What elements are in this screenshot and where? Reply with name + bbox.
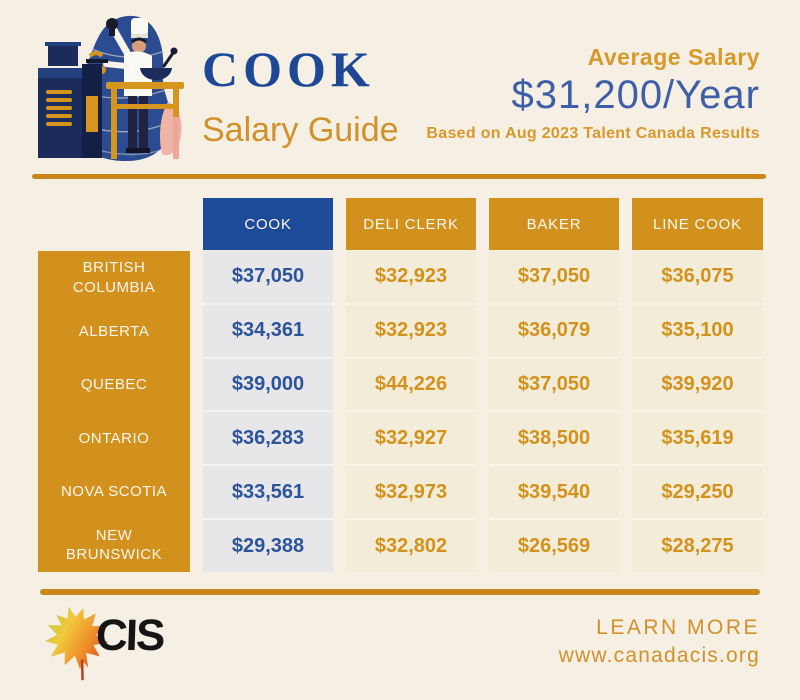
salary-cell: $35,619: [632, 412, 763, 466]
learn-more-link[interactable]: LEARN MORE: [596, 616, 760, 639]
average-salary-value: $31,200/Year: [511, 73, 760, 117]
salary-cell: $37,050: [489, 251, 619, 305]
province-label: BRITISH COLUMBIA: [72, 259, 156, 296]
salary-cell: $34,361: [203, 305, 333, 359]
logo-text: CIS: [95, 611, 165, 660]
data-column-baker: [489, 251, 619, 572]
salary-cell: $35,100: [632, 305, 763, 359]
province-label: NEW BRUNSWICK: [65, 526, 163, 564]
column-header-baker: BAKER: [489, 198, 619, 250]
header-divider: [32, 174, 766, 179]
salary-cell: $32,923: [346, 251, 476, 305]
salary-cell: $37,050: [489, 359, 619, 413]
salary-cell: $39,540: [489, 466, 619, 520]
salary-cell: $32,927: [346, 412, 476, 466]
salary-cell: $36,283: [203, 412, 333, 466]
column-header-cook: COOK: [203, 198, 333, 250]
province-label: ONTARIO: [78, 429, 150, 447]
footer-divider: [40, 589, 760, 595]
salary-cell: $32,973: [346, 466, 476, 520]
average-salary-label: Average Salary: [587, 44, 760, 70]
data-column-cook: [203, 251, 333, 572]
salary-cell: $26,569: [489, 520, 619, 572]
source-note: Based on Aug 2023 Talent Canada Results: [426, 125, 760, 142]
salary-cell: $39,920: [632, 359, 763, 413]
average-salary-block: [426, 44, 760, 143]
salary-cell: $28,275: [632, 520, 763, 572]
province-label: ALBERTA: [78, 322, 150, 340]
page-subtitle: Salary Guide: [202, 111, 399, 149]
data-column-line-cook: [632, 251, 763, 572]
salary-cell: $33,561: [203, 466, 333, 520]
salary-cell: $39,000: [203, 359, 333, 413]
column-header-line-cook: LINE COOK: [632, 198, 763, 250]
website-link[interactable]: www.canadacis.org: [558, 644, 760, 667]
salary-cell: $44,226: [346, 359, 476, 413]
canadacis-logo: [36, 597, 186, 687]
salary-cell: $32,923: [346, 305, 476, 359]
salary-cell: $29,388: [203, 520, 333, 572]
salary-cell: $36,079: [489, 305, 619, 359]
salary-cell: $32,802: [346, 520, 476, 572]
province-label: QUEBEC: [80, 376, 148, 393]
province-column: [38, 251, 190, 572]
province-label: NOVA SCOTIA: [60, 483, 168, 500]
salary-cell: $38,500: [489, 412, 619, 466]
salary-cell: $36,075: [632, 251, 763, 305]
data-column-deli-clerk: [346, 251, 476, 572]
salary-cell: $29,250: [632, 466, 763, 520]
chef-illustration: [30, 6, 210, 170]
salary-cell: $37,050: [203, 251, 333, 305]
page-title: COOK: [202, 41, 375, 97]
column-header-deli-clerk: DELI CLERK: [346, 198, 476, 250]
